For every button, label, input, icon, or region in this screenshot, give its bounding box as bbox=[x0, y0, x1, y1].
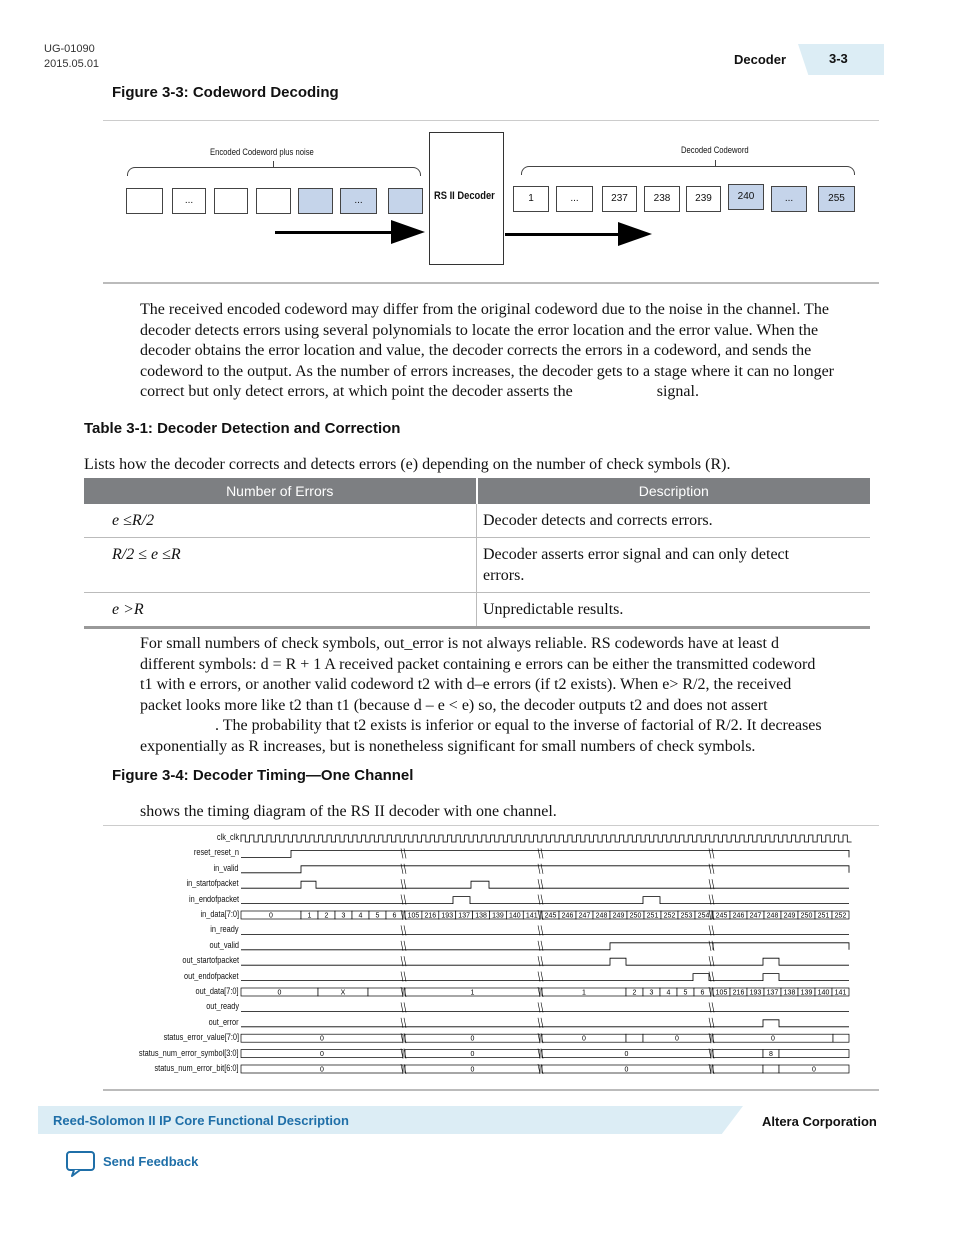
break-mark bbox=[538, 848, 543, 858]
output-cell: 1 bbox=[513, 186, 549, 212]
status-num-error-bit-value: 0 bbox=[624, 1066, 629, 1074]
in-data-value: 5 bbox=[375, 912, 380, 920]
in-data-value: 141 bbox=[525, 912, 538, 920]
in-data-value: 140 bbox=[509, 912, 521, 920]
out-data-value: 193 bbox=[749, 989, 762, 997]
in-data-value: 138 bbox=[475, 912, 487, 920]
in-data-value: 246 bbox=[732, 912, 745, 920]
status-num-error-bit-value: 0 bbox=[320, 1066, 324, 1074]
in-data-value: 2 bbox=[324, 912, 329, 920]
table-cell: Decoder asserts error signal and can only detect errors. bbox=[477, 538, 871, 593]
output-arrow bbox=[505, 233, 623, 236]
signal-label: out_ready bbox=[206, 1001, 239, 1012]
in-data-value: 249 bbox=[783, 912, 796, 920]
break-mark bbox=[538, 1002, 543, 1012]
out-data-value: 3 bbox=[649, 989, 654, 997]
figure-3-4-caption: shows the timing diagram of the RS II decoder with one channel. bbox=[140, 803, 557, 820]
figure-3-3-title: Figure 3-3: Codeword Decoding bbox=[112, 84, 339, 101]
status-error-value-value: 0 bbox=[675, 1035, 679, 1043]
signal-wave bbox=[241, 850, 849, 857]
signal-label: reset_reset_n bbox=[193, 847, 239, 858]
in-data-value: 1 bbox=[307, 912, 312, 920]
signal-label: in_data[7:0] bbox=[200, 909, 239, 919]
in-data-value: 137 bbox=[458, 912, 470, 920]
in-data-value: 252 bbox=[663, 912, 676, 920]
in-data-value: 253 bbox=[680, 912, 693, 920]
status-num-error-symbol-value: 0 bbox=[470, 1051, 475, 1059]
input-brace-tip bbox=[273, 161, 274, 167]
decoder-table bbox=[84, 478, 870, 629]
break-mark bbox=[401, 895, 406, 905]
input-cell bbox=[214, 188, 248, 214]
input-cell: ... bbox=[340, 188, 377, 214]
output-arrow-head bbox=[618, 222, 652, 246]
footer-title[interactable]: Reed-Solomon II IP Core Functional Description bbox=[53, 1113, 349, 1128]
out-data-value: 141 bbox=[834, 989, 847, 997]
input-cell bbox=[298, 188, 333, 214]
figure-bottom-rule bbox=[103, 1089, 879, 1091]
paragraph-line: For small numbers of check symbols, out_error is not always reliable. RS codewords have at least d bbox=[140, 635, 779, 652]
in-data-value: 105 bbox=[407, 912, 420, 920]
status-error-value-segment bbox=[626, 1034, 643, 1042]
status-num-error-symbol-value: 0 bbox=[624, 1051, 629, 1059]
timing-diagram bbox=[103, 826, 879, 1086]
signal-wave bbox=[241, 866, 849, 873]
out-data-value: 6 bbox=[700, 989, 705, 997]
paragraph-line: exponentially as R increases, but is nonetheless significant for small numbers of check symbols. bbox=[140, 737, 756, 755]
input-cell bbox=[256, 188, 291, 214]
out-data-value: 105 bbox=[715, 989, 728, 997]
break-mark bbox=[401, 1018, 406, 1028]
in-data-value: 249 bbox=[612, 912, 625, 920]
paragraph-line: t1 with e errors, or another valid codeword t2 with d–e errors (if t2 exists). When e> R/2, the received bbox=[140, 676, 792, 694]
body-paragraph-2 bbox=[140, 634, 880, 758]
signal-label: out_data[7:0] bbox=[195, 986, 239, 996]
send-feedback-link[interactable]: Send Feedback bbox=[103, 1154, 199, 1169]
output-cell: 237 bbox=[602, 186, 637, 212]
signal-wave bbox=[241, 897, 849, 904]
signal-label: in_startofpacket bbox=[186, 878, 239, 889]
paragraph-line: different symbols: d = R + 1 A received packet containing e errors can be either the transmitted codeword bbox=[140, 655, 816, 673]
break-mark bbox=[709, 1018, 714, 1028]
table-caption: Lists how the decoder corrects and detects errors (e) depending on the number of check symbols (R). bbox=[84, 456, 731, 473]
output-cell: 239 bbox=[686, 186, 721, 212]
signal-label: in_endofpacket bbox=[188, 893, 239, 904]
table-row bbox=[84, 504, 870, 538]
in-data-value: 6 bbox=[392, 912, 397, 920]
signal-label: out_startofpacket bbox=[182, 955, 239, 966]
in-data-value: 251 bbox=[646, 912, 659, 920]
break-mark bbox=[709, 864, 714, 874]
out-data-value: 216 bbox=[732, 989, 745, 997]
status-num-error-bit-value: 0 bbox=[812, 1066, 816, 1074]
in-data-value: 4 bbox=[358, 912, 363, 920]
input-cell bbox=[388, 188, 423, 214]
status-num-error-bit-segment bbox=[713, 1065, 763, 1073]
table-cell: e >R bbox=[84, 593, 477, 628]
in-data-value: 245 bbox=[715, 912, 728, 920]
in-data-value: 248 bbox=[766, 912, 779, 920]
signal-label: out_error bbox=[209, 1016, 239, 1027]
in-data-value: 193 bbox=[441, 912, 454, 920]
doc-number: UG-01090 bbox=[44, 43, 95, 55]
break-mark bbox=[538, 941, 543, 951]
table-cell: Decoder detects and corrects errors. bbox=[477, 504, 871, 538]
break-mark bbox=[538, 925, 543, 935]
in-data-value: 252 bbox=[834, 912, 847, 920]
out-data-value: 0 bbox=[277, 989, 282, 997]
status-num-error-symbol-value: 8 bbox=[769, 1051, 773, 1059]
signal-wave bbox=[241, 1020, 849, 1027]
in-data-value: 248 bbox=[595, 912, 608, 920]
break-mark bbox=[401, 956, 406, 966]
break-mark bbox=[538, 1018, 543, 1028]
table-cell: e ≤R/2 bbox=[84, 504, 477, 538]
input-arrow-head bbox=[391, 220, 425, 244]
table-cell: R/2 ≤ e ≤R bbox=[84, 538, 477, 593]
signal-label: status_num_error_symbol[3:0] bbox=[139, 1047, 239, 1058]
break-mark bbox=[709, 925, 714, 935]
in-data-value: 250 bbox=[629, 912, 642, 920]
paragraph-line: . The probability that t2 exists is inferior or equal to the inverse of factorial of R/2. It decreases bbox=[215, 717, 822, 735]
signal-label: status_num_error_bit[6:0] bbox=[154, 1063, 239, 1073]
in-data-value: 246 bbox=[561, 912, 574, 920]
status-error-value-value: 0 bbox=[582, 1035, 586, 1043]
table-row bbox=[84, 593, 870, 628]
paragraph-text: The received encoded codeword may differ from the original codeword due to the noise in the channel. The decoder detects errors using several polynomials to locate the error location and the error value. When the decoder obtains the error location and value, the decoder corrects the errors in a codeword, and sends the codeword to the output. As the number of errors increases, the decoder gets to a stage where it can no longer correct but only detect errors, at which point the decoder asserts the bbox=[140, 301, 834, 401]
signal-label: in_ready bbox=[210, 924, 239, 935]
break-mark bbox=[401, 1002, 406, 1012]
status-error-value-segment bbox=[833, 1034, 849, 1042]
break-mark bbox=[709, 895, 714, 905]
out-data-value: 137 bbox=[766, 989, 779, 997]
break-mark bbox=[401, 848, 406, 858]
input-label: Encoded Codeword plus noise bbox=[210, 147, 314, 157]
out-data-value: 2 bbox=[632, 989, 637, 997]
table-cell: Unpredictable results. bbox=[477, 593, 871, 628]
status-num-error-bit-segment bbox=[763, 1065, 779, 1073]
break-mark bbox=[538, 956, 543, 966]
output-brace-tip bbox=[715, 160, 716, 166]
out-data-value: 138 bbox=[783, 989, 796, 997]
status-num-error-symbol-segment bbox=[779, 1050, 849, 1058]
break-mark bbox=[401, 941, 406, 951]
break-mark bbox=[401, 972, 406, 982]
break-mark bbox=[538, 972, 543, 982]
out-data-value: 1 bbox=[582, 989, 586, 997]
footer-company: Altera Corporation bbox=[762, 1114, 877, 1129]
out-data-value: X bbox=[340, 989, 346, 997]
status-error-value-value: 0 bbox=[771, 1035, 775, 1043]
input-arrow bbox=[275, 231, 395, 234]
in-data-value: 139 bbox=[492, 912, 504, 920]
break-mark bbox=[538, 895, 543, 905]
column-header: Number of Errors bbox=[84, 478, 477, 504]
output-cell: ... bbox=[556, 186, 593, 212]
in-data-value: 3 bbox=[341, 912, 346, 920]
out-data-value: 5 bbox=[683, 989, 688, 997]
in-data-value: 254 bbox=[697, 912, 710, 920]
break-mark bbox=[401, 925, 406, 935]
status-num-error-symbol-segment bbox=[713, 1050, 763, 1058]
signal-wave bbox=[241, 958, 849, 965]
out-data-segment bbox=[368, 988, 403, 996]
section-title: Decoder bbox=[734, 52, 787, 67]
clk-wave bbox=[241, 835, 852, 842]
break-mark bbox=[401, 879, 406, 889]
break-mark bbox=[538, 864, 543, 874]
document-id bbox=[44, 42, 99, 72]
paragraph-text-end: signal. bbox=[656, 383, 699, 401]
out-data-value: 1 bbox=[470, 989, 475, 997]
in-data-value: 247 bbox=[749, 912, 762, 920]
break-mark bbox=[709, 956, 714, 966]
input-brace bbox=[127, 167, 421, 176]
table-row bbox=[84, 538, 870, 593]
body-paragraph bbox=[140, 300, 872, 403]
status-num-error-bit-value: 0 bbox=[470, 1066, 475, 1074]
in-data-value: 245 bbox=[544, 912, 557, 920]
decoder-label: RS II Decoder bbox=[434, 190, 495, 202]
waveform-svg bbox=[103, 826, 879, 1086]
out-data-value: 4 bbox=[666, 989, 671, 997]
in-data-value: 247 bbox=[578, 912, 591, 920]
signal-label: clk_clk bbox=[216, 832, 239, 842]
output-cell: ... bbox=[771, 186, 807, 212]
input-cell: ... bbox=[172, 188, 206, 214]
signal-label: out_valid bbox=[209, 939, 239, 950]
output-cell: 240 bbox=[728, 184, 764, 210]
status-error-value-value: 0 bbox=[470, 1035, 475, 1043]
output-cell: 238 bbox=[644, 186, 680, 212]
break-mark bbox=[538, 879, 543, 889]
status-error-value-value: 0 bbox=[320, 1035, 324, 1043]
signal-wave bbox=[241, 943, 849, 950]
figure-3-4-title: Figure 3-4: Decoder Timing—One Channel bbox=[112, 767, 414, 784]
feedback-icon[interactable] bbox=[66, 1151, 96, 1177]
in-data-value: 250 bbox=[800, 912, 813, 920]
signal-wave bbox=[241, 881, 849, 888]
paragraph-line: packet looks more like t2 than t1 (because d – e < e) so, the decoder outputs t2 and does not assert bbox=[140, 696, 768, 714]
in-data-value: 0 bbox=[269, 912, 273, 920]
output-cell: 255 bbox=[818, 186, 855, 212]
page-number: 3-3 bbox=[829, 51, 848, 66]
break-mark bbox=[709, 848, 714, 858]
status-num-error-symbol-value: 0 bbox=[320, 1051, 324, 1059]
output-brace bbox=[521, 166, 855, 175]
in-data-value: 216 bbox=[424, 912, 437, 920]
break-mark bbox=[709, 1002, 714, 1012]
signal-label: status_error_value[7:0] bbox=[163, 1032, 239, 1043]
doc-date: 2015.05.01 bbox=[44, 58, 100, 70]
break-mark bbox=[709, 972, 714, 982]
column-header: Description bbox=[477, 478, 871, 504]
signal-wave bbox=[241, 974, 849, 981]
table-title: Table 3-1: Decoder Detection and Correction bbox=[84, 420, 401, 437]
codeword-decoding-figure bbox=[103, 120, 879, 282]
output-label: Decoded Codeword bbox=[681, 145, 749, 155]
input-cell bbox=[126, 188, 163, 214]
out-data-value: 140 bbox=[817, 989, 830, 997]
table-header-row bbox=[84, 478, 870, 504]
signal-label: out_endofpacket bbox=[184, 970, 239, 981]
break-mark bbox=[709, 879, 714, 889]
signal-label: in_valid bbox=[213, 862, 239, 873]
break-mark bbox=[401, 864, 406, 874]
out-data-value: 139 bbox=[800, 989, 813, 997]
figure-bottom-rule bbox=[103, 282, 879, 284]
in-data-value: 251 bbox=[817, 912, 830, 920]
